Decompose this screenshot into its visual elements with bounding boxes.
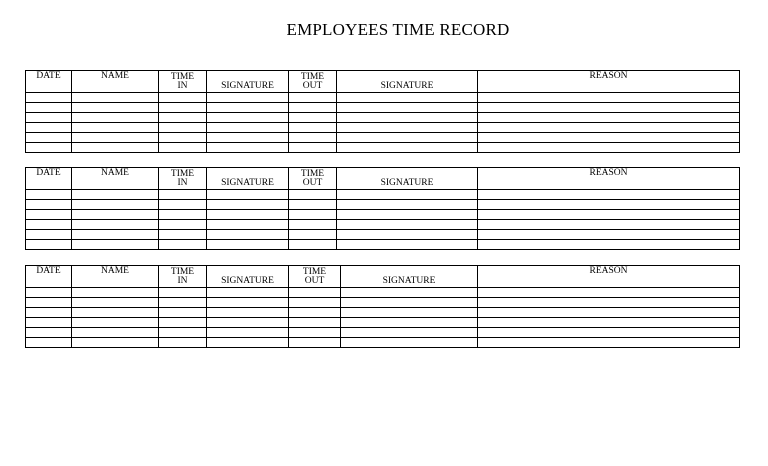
table-row [26,338,740,348]
signature-in-header: SIGNATURE [207,168,289,190]
table-row [26,190,740,200]
time-out-header: TIME OUT [289,71,337,93]
date-header: DATE [26,168,72,190]
table-row [26,103,740,113]
table-row [26,328,740,338]
table-row [26,298,740,308]
header-row [26,71,740,93]
table-row [26,93,740,103]
table-row [26,240,740,250]
table-row [26,123,740,133]
table-row [26,133,740,143]
name-header: NAME [72,71,159,93]
header-row [26,168,740,190]
time-in-header: TIME IN [159,266,207,288]
table-row [26,308,740,318]
reason-header: REASON [478,71,740,93]
table-row [26,210,740,220]
table-row [26,113,740,123]
signature-out-header: SIGNATURE [341,266,478,288]
signature-in-header: SIGNATURE [207,266,289,288]
table-row [26,318,740,328]
time-record-table [25,70,740,153]
time-record-table [25,167,740,250]
table-row [26,288,740,298]
table-row [26,220,740,230]
page-title: EMPLOYEES TIME RECORD [286,20,510,39]
signature-out-header: SIGNATURE [337,168,478,190]
time-out-header: TIME OUT [289,168,337,190]
signature-out-header: SIGNATURE [337,71,478,93]
reason-header: REASON [478,168,740,190]
name-header: NAME [72,266,159,288]
signature-in-header: SIGNATURE [207,71,289,93]
table-row [26,200,740,210]
time-in-header: TIME IN [159,71,207,93]
reason-header: REASON [478,266,740,288]
header-row [26,266,740,288]
table-row [26,230,740,240]
time-out-header: TIME OUT [289,266,341,288]
name-header: NAME [72,168,159,190]
date-header: DATE [26,71,72,93]
time-record-table [25,265,740,348]
time-in-header: TIME IN [159,168,207,190]
table-row [26,143,740,153]
date-header: DATE [26,266,72,288]
